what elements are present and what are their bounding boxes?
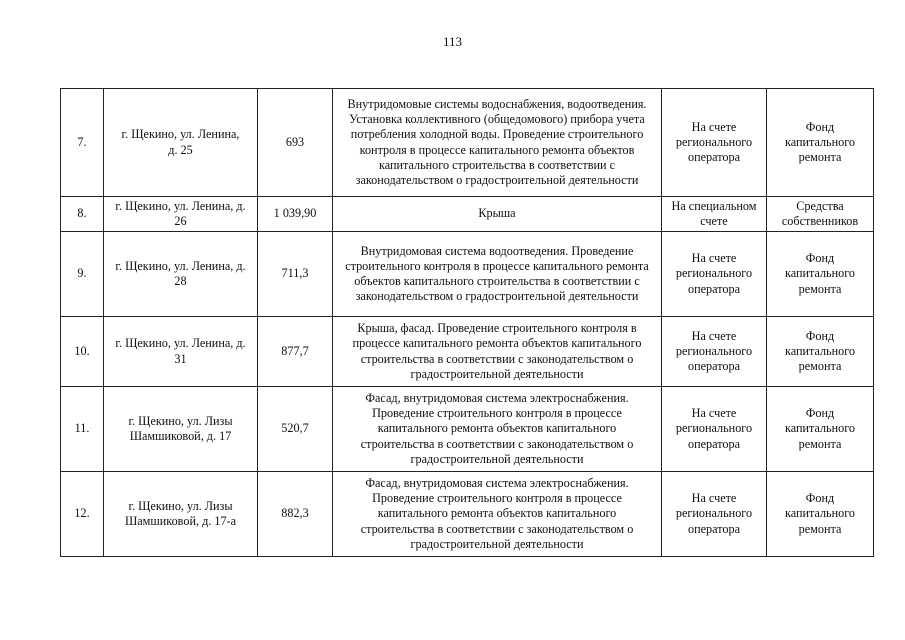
area-cell: 877,7 <box>258 317 333 387</box>
table-row <box>61 197 874 232</box>
row-number-cell: 10. <box>61 317 104 387</box>
repair-registry-table <box>60 88 874 557</box>
funding-cell: Фонд капитального ремонта <box>767 472 874 557</box>
works-text: Крыша <box>478 206 516 221</box>
funding-cell: Средства собственников <box>767 197 874 232</box>
address-cell <box>104 472 258 557</box>
funding-cell: Фонд капитального ремонта <box>767 317 874 387</box>
row-number-cell: 11. <box>61 387 104 472</box>
address-cell <box>104 387 258 472</box>
address-text: г. Щекино, ул. Лизы Шамшиковой, д. 17 <box>128 413 233 443</box>
table-row <box>61 89 874 197</box>
area-cell: 693 <box>258 89 333 197</box>
works-text: Внутридомовые системы водоснабжения, водоотведения. Установка коллективного (общедомового) прибора учета потребления холодной воды. Проведение строительного контроля в процессе капитального ремонта объектов капитального строительства в соответствии с законодательством о градостроительной деятельности <box>347 96 647 187</box>
account-cell: На счете регионального оператора <box>662 232 767 317</box>
address-cell <box>104 317 258 387</box>
table-row <box>61 317 874 387</box>
works-cell <box>333 197 662 232</box>
works-cell <box>333 89 662 197</box>
table-row <box>61 472 874 557</box>
area-cell: 711,3 <box>258 232 333 317</box>
funding-cell: Фонд капитального ремонта <box>767 89 874 197</box>
funding-cell: Фонд капитального ремонта <box>767 232 874 317</box>
account-cell: На счете регионального оператора <box>662 89 767 197</box>
address-text: г. Щекино, ул. Ленина, д. 26 <box>115 198 246 228</box>
works-cell <box>333 387 662 472</box>
funding-cell: Фонд капитального ремонта <box>767 387 874 472</box>
works-text: Фасад, внутридомовая система электроснабжения. Проведение строительного контроля в процессе капитального ремонта объектов капитального строительства в соответствии с законодательством о градостроительной деятельности <box>360 475 634 551</box>
row-number-cell: 9. <box>61 232 104 317</box>
address-text: г. Щекино, ул. Ленина, д. 31 <box>115 336 246 366</box>
area-cell: 1 039,90 <box>258 197 333 232</box>
address-text: г. Щекино, ул. Лизы Шамшиковой, д. 17-а <box>124 498 237 528</box>
works-text: Внутридомовая система водоотведения. Проведение строительного контроля в процессе капитального ремонта объектов капитального строительства в соответствии с законодательством о градостроительной деятельности <box>345 243 649 304</box>
works-cell <box>333 472 662 557</box>
row-number-cell: 7. <box>61 89 104 197</box>
area-cell: 520,7 <box>258 387 333 472</box>
works-text: Крыша, фасад. Проведение строительного контроля в процессе капитального ремонта объектов капитального строительства в соответствии с законодательством о градостроительной деятельности <box>352 321 642 381</box>
table-row <box>61 387 874 472</box>
area-cell: 882,3 <box>258 472 333 557</box>
address-text: г. Щекино, ул. Ленина, д. 28 <box>115 258 246 288</box>
page-number: 113 <box>442 34 463 49</box>
address-text: г. Щекино, ул. Ленина, д. 25 <box>121 127 240 157</box>
account-cell: На счете регионального оператора <box>662 472 767 557</box>
works-cell <box>333 232 662 317</box>
works-text: Фасад, внутридомовая система электроснабжения. Проведение строительного контроля в процессе капитального ремонта объектов капитального строительства в соответствии с законодательством о градостроительной деятельности <box>360 390 634 466</box>
works-cell <box>333 317 662 387</box>
address-cell <box>104 232 258 317</box>
row-number-cell: 8. <box>61 197 104 232</box>
table-row <box>61 232 874 317</box>
row-number-cell: 12. <box>61 472 104 557</box>
address-cell <box>104 89 258 197</box>
account-cell: На счете регионального оператора <box>662 317 767 387</box>
account-cell: На специальном счете <box>662 197 767 232</box>
address-cell <box>104 197 258 232</box>
account-cell: На счете регионального оператора <box>662 387 767 472</box>
